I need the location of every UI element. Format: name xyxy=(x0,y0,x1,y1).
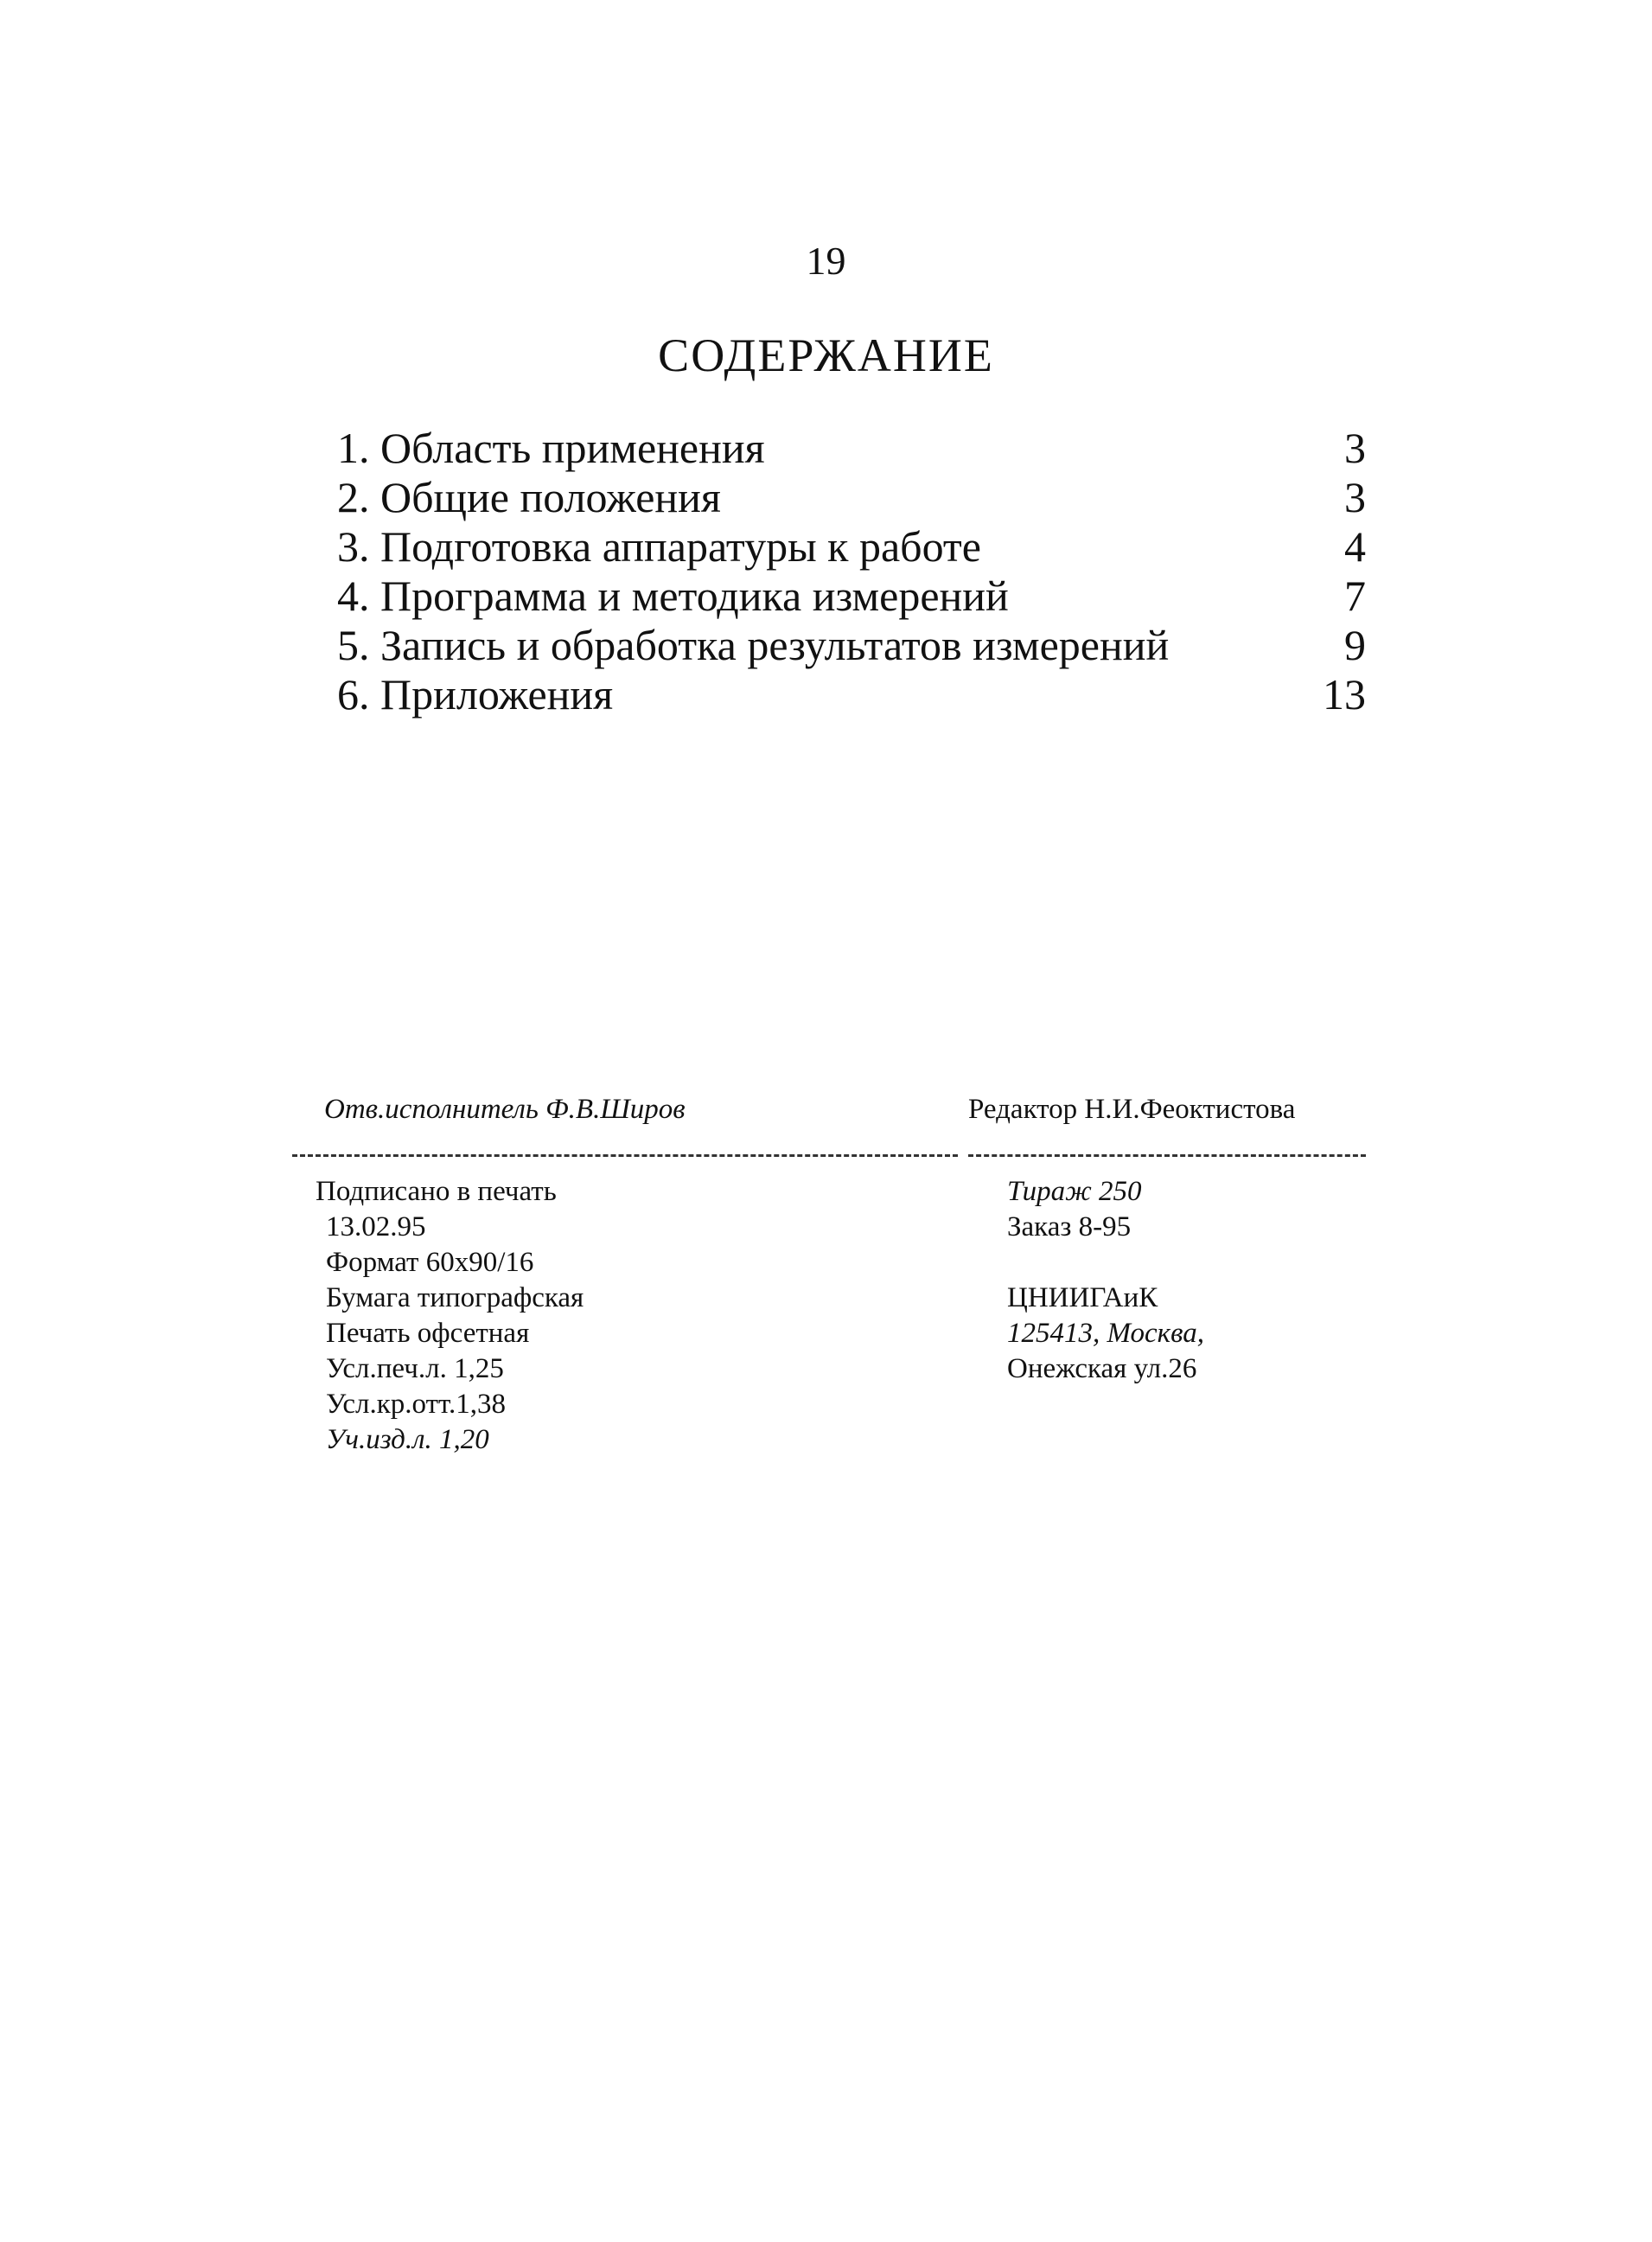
imprint-line: ЦНИИГАиК xyxy=(1007,1282,1158,1313)
imprint-line: Формат 60х90/16 xyxy=(326,1247,534,1278)
imprint-line: 125413, Москва, xyxy=(1007,1318,1204,1349)
spacer xyxy=(1007,1245,1204,1281)
toc-entry xyxy=(337,473,1366,522)
editor: Редактор Н.И.Феоктистова xyxy=(968,1094,1296,1125)
toc-entry xyxy=(337,522,1366,572)
dashed-divider-right xyxy=(968,1154,1366,1157)
toc-entry xyxy=(337,572,1366,621)
imprint-line: Заказ 8-95 xyxy=(1007,1211,1132,1242)
toc-entry xyxy=(337,621,1366,670)
toc-entry-page: 3 xyxy=(1344,473,1366,521)
toc-entry-page: 3 xyxy=(1344,424,1366,472)
toc-entry-label: 2. Общие положения xyxy=(337,473,721,521)
toc-entry-label: 4. Программа и методика измерений xyxy=(337,572,1009,620)
toc-entry-label: 6. Приложения xyxy=(337,670,614,719)
imprint-line: Усл.кр.отт.1,38 xyxy=(326,1389,506,1420)
imprint-line: Печать офсетная xyxy=(326,1318,530,1349)
imprint-left-column xyxy=(316,1174,584,1458)
toc-entry-page: 7 xyxy=(1344,572,1366,620)
toc-title: СОДЕРЖАНИЕ xyxy=(658,329,994,381)
table-of-contents xyxy=(337,424,1366,719)
imprint-line: Усл.печ.л. 1,25 xyxy=(326,1353,504,1384)
imprint-line: Онежская ул.26 xyxy=(1007,1353,1197,1384)
toc-entry-label: 5. Запись и обработка результатов измерений xyxy=(337,621,1170,669)
toc-entry-page: 9 xyxy=(1344,621,1366,669)
dashed-divider-left xyxy=(292,1154,958,1157)
imprint-line: Тираж 250 xyxy=(1007,1176,1142,1207)
responsible-executor: Отв.исполнитель Ф.В.Широв xyxy=(324,1094,686,1125)
toc-entry xyxy=(337,670,1366,719)
toc-entry xyxy=(337,424,1366,473)
page-number: 19 xyxy=(806,239,846,283)
imprint-line: 13.02.95 xyxy=(326,1211,426,1242)
imprint-line: Бумага типографская xyxy=(326,1282,584,1313)
toc-entry-label: 1. Область применения xyxy=(337,424,765,472)
imprint-right-column xyxy=(1007,1174,1204,1387)
toc-entry-page: 4 xyxy=(1344,522,1366,571)
toc-entry-page: 13 xyxy=(1323,670,1366,719)
toc-entry-label: 3. Подготовка аппаратуры к работе xyxy=(337,522,981,571)
imprint-line: Подписано в печать xyxy=(316,1176,557,1207)
imprint-line: Уч.изд.л. 1,20 xyxy=(326,1424,489,1455)
